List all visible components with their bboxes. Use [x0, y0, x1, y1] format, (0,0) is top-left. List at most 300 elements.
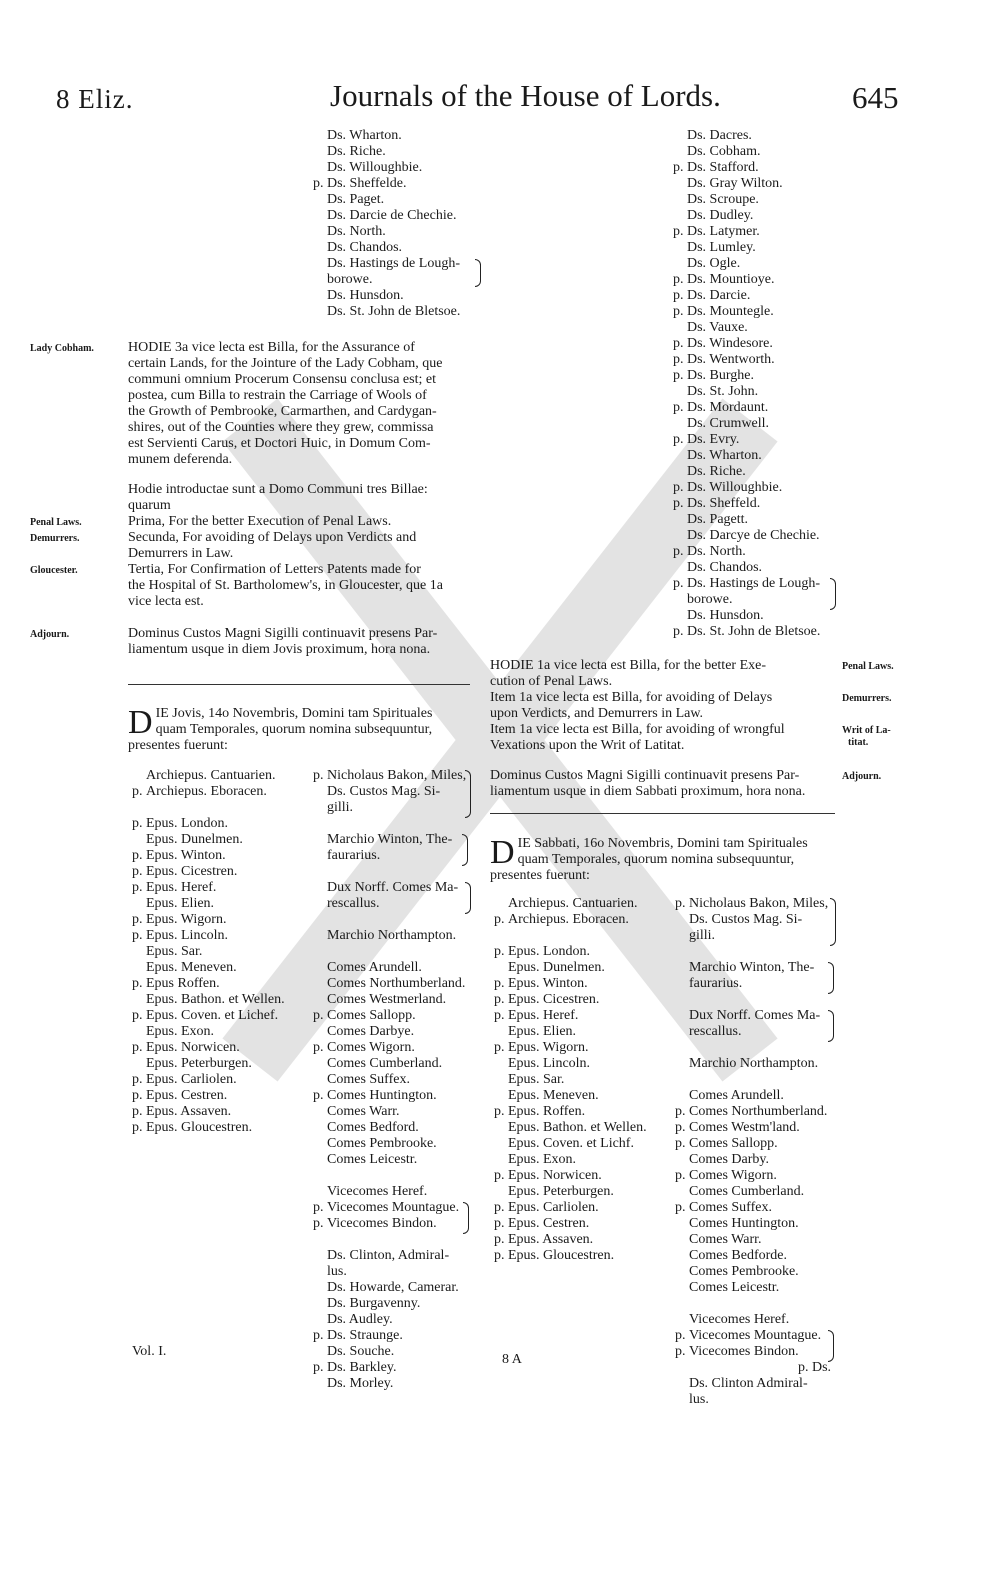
- peer-name: Ds. Darcie de Chechie.: [327, 208, 457, 223]
- present-mark: p.: [132, 1120, 143, 1135]
- list-entry: [673, 400, 820, 416]
- list-entry: [327, 1232, 466, 1248]
- present-mark: p.: [675, 896, 686, 911]
- list-entry: [313, 1008, 466, 1024]
- list-entry: [689, 992, 828, 1008]
- list-entry: [313, 768, 467, 784]
- list-entry: [508, 1056, 647, 1072]
- margin-note: Adjourn.: [30, 629, 70, 640]
- peer-name: Comes Arundell.: [689, 1088, 784, 1103]
- paragraph-line: Vexations upon the Writ of Latitat.: [490, 738, 685, 753]
- list-entry: [327, 1024, 466, 1040]
- peer-name: Ds. Stafford.: [687, 160, 759, 175]
- list-entry: [689, 1072, 828, 1088]
- present-mark: p.: [673, 160, 684, 175]
- peer-name: Epus. Assaven.: [508, 1232, 594, 1247]
- list-entry: [494, 1168, 647, 1184]
- present-mark: p.: [673, 400, 684, 415]
- paragraph-line: Tertia, For Confirmation of Letters Patents made for: [128, 562, 421, 577]
- list-entry: [675, 1136, 828, 1152]
- peer-name: Epus. Wigorn.: [146, 912, 227, 927]
- present-mark: p.: [313, 1008, 324, 1023]
- paragraph-line: shires, out of the Counties where they grew, commissa: [128, 420, 434, 435]
- present-mark: p.: [313, 768, 324, 783]
- proceeding-paragraph: [128, 530, 473, 562]
- peer-name: Vicecomes Bindon.: [327, 1216, 437, 1231]
- list-entry: [675, 1120, 828, 1136]
- list-entry: [327, 848, 466, 864]
- drop-cap: D: [490, 834, 515, 871]
- peer-name: Ds. Hunsdon.: [687, 608, 764, 623]
- paragraph-line: upon Verdicts, and Demurrers in Law.: [490, 706, 704, 721]
- present-mark: p.: [675, 1104, 686, 1119]
- proceeding-paragraph: [490, 768, 838, 800]
- paragraph-line: Hodie introductae sunt a Domo Communi tres Billae:: [128, 482, 428, 497]
- peer-name: Epus. London.: [146, 816, 229, 831]
- list-entry: [327, 1152, 466, 1168]
- lords-list-continued: [313, 128, 461, 320]
- paragraph-line: liamentum usque in diem Sabbati proximum, hora nona.: [490, 784, 806, 799]
- list-entry: [313, 1328, 466, 1344]
- peer-name: Ds. Sheffeld.: [687, 496, 761, 511]
- list-entry: [673, 624, 821, 640]
- proceeding-paragraph: [490, 658, 838, 690]
- peer-name: Ds. Audley.: [327, 1312, 393, 1327]
- margin-note: Penal Laws.: [30, 517, 82, 528]
- present-mark: p.: [494, 992, 505, 1007]
- peer-name: Comes Pembrooke.: [327, 1136, 437, 1151]
- peer-name: Ds. Riche.: [687, 464, 746, 479]
- list-entry: [327, 1264, 466, 1280]
- peer-name: rescallus.: [689, 1024, 742, 1039]
- list-entry: [146, 768, 285, 784]
- peer-name: Marchio Northampton.: [689, 1056, 819, 1071]
- list-entry: [675, 1328, 828, 1344]
- signature-mark: 8 A: [502, 1352, 522, 1367]
- list-entry: [146, 1056, 285, 1072]
- list-entry: [673, 432, 820, 448]
- peer-name: lus.: [689, 1392, 709, 1407]
- peer-name: Ds. Scroupe.: [687, 192, 759, 207]
- jovis-bishops-column: [132, 768, 285, 1136]
- peer-name: Ds. Evry.: [687, 432, 740, 447]
- peer-name: Comes Wigorn.: [327, 1040, 415, 1055]
- list-entry: [327, 192, 460, 208]
- list-entry: [508, 1024, 647, 1040]
- list-entry: [327, 1376, 466, 1392]
- peer-name: Comes Northumberland.: [327, 976, 466, 991]
- brace: [475, 259, 481, 287]
- peer-name: Comes Darby.: [689, 1152, 769, 1167]
- list-entry: [675, 1344, 828, 1360]
- paragraph-line: munem deferenda.: [128, 452, 233, 467]
- lords-list-right: [673, 128, 821, 640]
- sabbati-line: presentes fuerunt:: [490, 868, 590, 883]
- present-mark: p.: [132, 864, 143, 879]
- list-entry: [673, 368, 820, 384]
- list-entry: [132, 928, 285, 944]
- present-mark: p.: [132, 912, 143, 927]
- page-header: [0, 78, 992, 118]
- list-entry: [327, 896, 466, 912]
- list-entry: [508, 1088, 647, 1104]
- paragraph-line: Item 1a vice lecta est Billa, for avoiding of wrongful: [490, 722, 785, 737]
- peer-name: faurarius.: [327, 848, 381, 863]
- margin-note: Lady Cobham.: [30, 343, 94, 354]
- peer-name: Comes Bedforde.: [689, 1248, 787, 1263]
- peer-name: lus.: [327, 1264, 347, 1279]
- peer-name: Comes Leicestr.: [689, 1280, 780, 1295]
- section-rule: [490, 813, 835, 814]
- list-entry: [327, 144, 460, 160]
- peer-name: Marchio Winton, The-: [327, 832, 453, 847]
- present-mark: p.: [132, 784, 143, 799]
- list-entry: [327, 1184, 466, 1200]
- volume-footer: Vol. I.: [132, 1344, 167, 1359]
- catchword: p. Ds.: [798, 1360, 832, 1375]
- peer-name: Ds. Chandos.: [687, 560, 763, 575]
- peer-name: Comes Sallopp.: [327, 1008, 416, 1023]
- list-entry: [313, 1360, 466, 1376]
- list-entry: [508, 896, 647, 912]
- paragraph-line: Prima, For the better Execution of Penal Laws.: [128, 514, 392, 529]
- peer-name: Ds. Crumwell.: [687, 416, 770, 431]
- peer-name: Comes Huntington.: [327, 1088, 437, 1103]
- list-entry: [327, 1344, 466, 1360]
- list-entry: [494, 1200, 647, 1216]
- paragraph-line: est Servienti Carus, et Doctori Huic, in Domum Com-: [128, 436, 431, 451]
- list-entry: [494, 1040, 647, 1056]
- peer-name: Ds. Wentworth.: [687, 352, 775, 367]
- list-entry: [327, 992, 466, 1008]
- list-entry: [313, 1200, 466, 1216]
- present-mark: p.: [494, 944, 505, 959]
- proceeding-paragraph: [128, 482, 473, 514]
- peer-name: Epus. Cestren.: [508, 1216, 590, 1231]
- present-mark: p.: [132, 848, 143, 863]
- present-mark: p.: [494, 1248, 505, 1263]
- jovis-line: presentes fuerunt:: [128, 738, 228, 753]
- proceeding-paragraph: [128, 340, 473, 468]
- list-entry: [689, 1312, 828, 1328]
- list-entry: [132, 816, 285, 832]
- peer-name: Ds. Dacres.: [687, 128, 752, 143]
- present-mark: p.: [673, 368, 684, 383]
- paragraph-line: the Growth of Pembrooke, Carmarthen, and Cardygan-: [128, 404, 437, 419]
- list-entry: [327, 816, 466, 832]
- list-entry: [689, 944, 828, 960]
- peer-name: Epus. Cicestren.: [508, 992, 600, 1007]
- paragraph-line: Demurrers in Law.: [128, 546, 234, 561]
- present-mark: p.: [494, 1200, 505, 1215]
- list-entry: [132, 1088, 285, 1104]
- running-head-reign: 8 Eliz.: [56, 84, 134, 114]
- paragraph-line: liamentum usque in diem Jovis proximum, hora nona.: [128, 642, 431, 657]
- peer-name: Ds. Pagett.: [687, 512, 749, 527]
- list-entry: [494, 1216, 647, 1232]
- present-mark: p.: [132, 928, 143, 943]
- present-mark: p.: [313, 1200, 324, 1215]
- list-entry: [687, 176, 820, 192]
- present-mark: p.: [673, 480, 684, 495]
- present-mark: p.: [675, 1200, 686, 1215]
- peer-name: Ds. Burghe.: [687, 368, 755, 383]
- peer-name: Ds. Dudley.: [687, 208, 754, 223]
- list-entry: [132, 1104, 285, 1120]
- peer-name: Vicecomes Mountague.: [327, 1200, 460, 1215]
- list-entry: [675, 896, 829, 912]
- peer-name: Ds. St. John de Bletsoe.: [687, 624, 821, 639]
- margin-note: Gloucester.: [30, 565, 78, 576]
- present-mark: p.: [132, 1088, 143, 1103]
- present-mark: p.: [313, 176, 324, 191]
- list-entry: [687, 208, 820, 224]
- present-mark: p.: [313, 1088, 324, 1103]
- peer-name: faurarius.: [689, 976, 743, 991]
- list-entry: [327, 1056, 466, 1072]
- list-entry: [327, 208, 460, 224]
- list-entry: [146, 832, 285, 848]
- list-entry: [687, 240, 820, 256]
- peer-name: Epus. Coven. et Lichef.: [146, 1008, 279, 1023]
- present-mark: p.: [673, 272, 684, 287]
- proceeding-paragraph: [128, 514, 473, 530]
- list-entry: [132, 1008, 285, 1024]
- list-entry: [327, 240, 460, 256]
- list-entry: [327, 256, 460, 272]
- margin-note: Demurrers.: [30, 533, 80, 544]
- peer-name: Archiepus. Eboracen.: [508, 912, 629, 927]
- peer-name: Ds. Windesore.: [687, 336, 773, 351]
- list-entry: [146, 800, 285, 816]
- list-entry: [508, 1184, 647, 1200]
- peer-name: Ds. Barkley.: [327, 1360, 397, 1375]
- peer-name: Ds. Darcie.: [687, 288, 751, 303]
- peer-name: Archiepus. Cantuarien.: [508, 896, 638, 911]
- present-mark: p.: [675, 1328, 686, 1343]
- sabbati-peers-column: [675, 896, 829, 1408]
- peer-name: Ds. Burgavenny.: [327, 1296, 421, 1311]
- present-mark: p.: [313, 1328, 324, 1343]
- list-entry: [327, 128, 460, 144]
- present-mark: p.: [675, 1344, 686, 1359]
- peer-name: gilli.: [689, 928, 716, 943]
- list-entry: [687, 384, 820, 400]
- list-entry: [689, 976, 828, 992]
- paragraph-line: postea, cum Billa to restrain the Carriage of Wools of: [128, 388, 427, 403]
- brace: [828, 1330, 834, 1362]
- brace: [828, 962, 834, 994]
- present-mark: p.: [675, 1120, 686, 1135]
- peer-name: gilli.: [327, 800, 354, 815]
- present-mark: p.: [132, 880, 143, 895]
- list-entry: [508, 928, 647, 944]
- sabbati-line: quam Temporales, quorum nomina subsequuntur,: [517, 852, 795, 867]
- list-entry: [689, 928, 828, 944]
- present-mark: p.: [675, 1168, 686, 1183]
- peer-name: Comes Suffex.: [689, 1200, 772, 1215]
- peer-name: Comes Warr.: [689, 1232, 762, 1247]
- present-mark: p.: [494, 1040, 505, 1055]
- peer-name: Epus. Meneven.: [508, 1088, 599, 1103]
- present-mark: p.: [132, 976, 143, 991]
- list-entry: [508, 1072, 647, 1088]
- list-entry: [132, 912, 285, 928]
- present-mark: p.: [673, 224, 684, 239]
- list-entry: [327, 832, 466, 848]
- list-entry: [132, 848, 285, 864]
- list-entry: [675, 1104, 828, 1120]
- paragraph-line: HODIE 3a vice lecta est Billa, for the Assurance of: [128, 340, 415, 355]
- peer-name: Ds. Lumley.: [687, 240, 756, 255]
- brace: [462, 834, 468, 866]
- peer-name: Vicecomes Heref.: [689, 1312, 790, 1327]
- peer-name: Comes Cumberland.: [327, 1056, 443, 1071]
- peer-name: Comes Pembrooke.: [689, 1264, 799, 1279]
- peer-name: Ds. Hastings de Lough-: [687, 576, 820, 591]
- list-entry: [689, 960, 828, 976]
- list-entry: [327, 944, 466, 960]
- peer-name: Epus. Dunelmen.: [508, 960, 605, 975]
- page-number: 645: [852, 80, 899, 115]
- proceeding-paragraph: [128, 626, 473, 658]
- brace: [828, 1010, 834, 1042]
- drop-cap: D: [128, 704, 153, 741]
- peer-name: Comes Cumberland.: [689, 1184, 805, 1199]
- list-entry: [313, 1088, 466, 1104]
- peer-name: Ds. Hastings de Lough-: [327, 256, 460, 271]
- list-entry: [689, 1232, 828, 1248]
- list-entry: [132, 880, 285, 896]
- peer-name: Epus. Elien.: [146, 896, 215, 911]
- list-entry: [327, 160, 460, 176]
- proceeding-paragraph: [128, 562, 473, 610]
- list-entry: [146, 992, 285, 1008]
- present-mark: p.: [673, 336, 684, 351]
- peer-name: Epus. Carliolen.: [508, 1200, 599, 1215]
- list-entry: [494, 1008, 647, 1024]
- list-entry: [132, 976, 285, 992]
- list-entry: [327, 1280, 466, 1296]
- list-entry: [494, 1232, 647, 1248]
- peer-name: Ds. Paget.: [327, 192, 385, 207]
- peer-name: Ds. Latymer.: [687, 224, 760, 239]
- present-mark: p.: [494, 1232, 505, 1247]
- peer-name: borowe.: [327, 272, 373, 287]
- peer-name: Epus. Meneven.: [146, 960, 237, 975]
- peer-name: Ds. Willoughbie.: [687, 480, 783, 495]
- margin-note: Demurrers.: [842, 693, 892, 704]
- running-head-title: Journals of the House of Lords.: [330, 78, 721, 113]
- paragraph-line: vice lecta est.: [128, 594, 204, 609]
- peer-name: Ds. Custos Mag. Si-: [327, 784, 441, 799]
- list-entry: [687, 464, 820, 480]
- list-entry: [687, 320, 820, 336]
- list-entry: [327, 1168, 466, 1184]
- paragraph-line: certain Lands, for the Jointure of the Lady Cobham, que: [128, 356, 443, 371]
- peer-name: Epus. Lincoln.: [508, 1056, 591, 1071]
- peer-name: Epus. Cicestren.: [146, 864, 238, 879]
- peer-name: Archiepus. Cantuarien.: [146, 768, 276, 783]
- margin-note: Adjourn.: [842, 771, 882, 782]
- peer-name: Epus. Heref.: [508, 1008, 579, 1023]
- list-entry: [327, 304, 460, 320]
- present-mark: p.: [132, 1040, 143, 1055]
- peer-name: Ds. Riche.: [327, 144, 386, 159]
- peer-name: Ds. Souche.: [327, 1344, 395, 1359]
- list-entry: [687, 144, 820, 160]
- list-entry: [673, 576, 820, 592]
- list-entry: [687, 256, 820, 272]
- list-entry: [146, 960, 285, 976]
- section-rule: [128, 684, 470, 685]
- peer-name: Ds. St. John de Bletsoe.: [327, 304, 461, 319]
- peer-name: Comes Arundell.: [327, 960, 422, 975]
- peer-name: Epus. Norwicen.: [146, 1040, 240, 1055]
- list-entry: [327, 288, 460, 304]
- list-entry: [689, 1040, 828, 1056]
- peer-name: Ds. Clinton, Admiral-: [327, 1248, 450, 1263]
- list-entry: [327, 880, 466, 896]
- list-entry: [673, 336, 820, 352]
- paragraph-line: the Hospital of St. Bartholomew's, in Gloucester, que 1a: [128, 578, 443, 593]
- margin-note: Penal Laws.: [842, 661, 894, 672]
- list-entry: [689, 1152, 828, 1168]
- jovis-peers-column: [313, 768, 467, 1392]
- list-entry: [689, 1376, 828, 1392]
- list-entry: [687, 416, 820, 432]
- list-entry: [687, 192, 820, 208]
- peer-name: Ds. Wharton.: [327, 128, 402, 143]
- peer-name: Comes Huntington.: [689, 1216, 799, 1231]
- peer-name: Epus. Sar.: [508, 1072, 565, 1087]
- present-mark: p.: [673, 352, 684, 367]
- list-entry: [313, 176, 460, 192]
- margin-note: Writ of La-: [842, 725, 891, 736]
- list-entry: [689, 1088, 828, 1104]
- peer-name: Ds. Mountioye.: [687, 272, 775, 287]
- peer-name: Dux Norff. Comes Ma-: [689, 1008, 821, 1023]
- peer-name: Epus. Wigorn.: [508, 1040, 589, 1055]
- paragraph-line: Dominus Custos Magni Sigilli continuavit presens Par-: [128, 626, 438, 641]
- peer-name: Vicecomes Heref.: [327, 1184, 428, 1199]
- present-mark: p.: [673, 432, 684, 447]
- peer-name: Epus. London.: [508, 944, 591, 959]
- peer-name: Epus. Assaven.: [146, 1104, 232, 1119]
- margin-note: titat.: [848, 737, 869, 748]
- list-entry: [132, 1120, 285, 1136]
- proceeding-paragraph: [490, 690, 838, 722]
- list-entry: [327, 1072, 466, 1088]
- list-entry: [673, 544, 820, 560]
- peer-name: Ds. Willoughbie.: [327, 160, 423, 175]
- paragraph-line: cution of Penal Laws.: [490, 674, 613, 689]
- peer-name: Comes Northumberland.: [689, 1104, 828, 1119]
- present-mark: p.: [313, 1360, 324, 1375]
- peer-name: Ds. Vauxe.: [687, 320, 748, 335]
- present-mark: p.: [132, 1072, 143, 1087]
- peer-name: Epus. Elien.: [508, 1024, 577, 1039]
- present-mark: p.: [313, 1040, 324, 1055]
- peer-name: Epus. Exon.: [146, 1024, 215, 1039]
- list-entry: [689, 1056, 828, 1072]
- paragraph-line: communi omnium Procerum Consensu conclusa est; et: [128, 372, 436, 387]
- peer-name: Archiepus. Eboracen.: [146, 784, 267, 799]
- peer-name: Comes Warr.: [327, 1104, 400, 1119]
- list-entry: [494, 992, 647, 1008]
- paragraph-line: Dominus Custos Magni Sigilli continuavit presens Par-: [490, 768, 800, 783]
- peer-name: Comes Wigorn.: [689, 1168, 777, 1183]
